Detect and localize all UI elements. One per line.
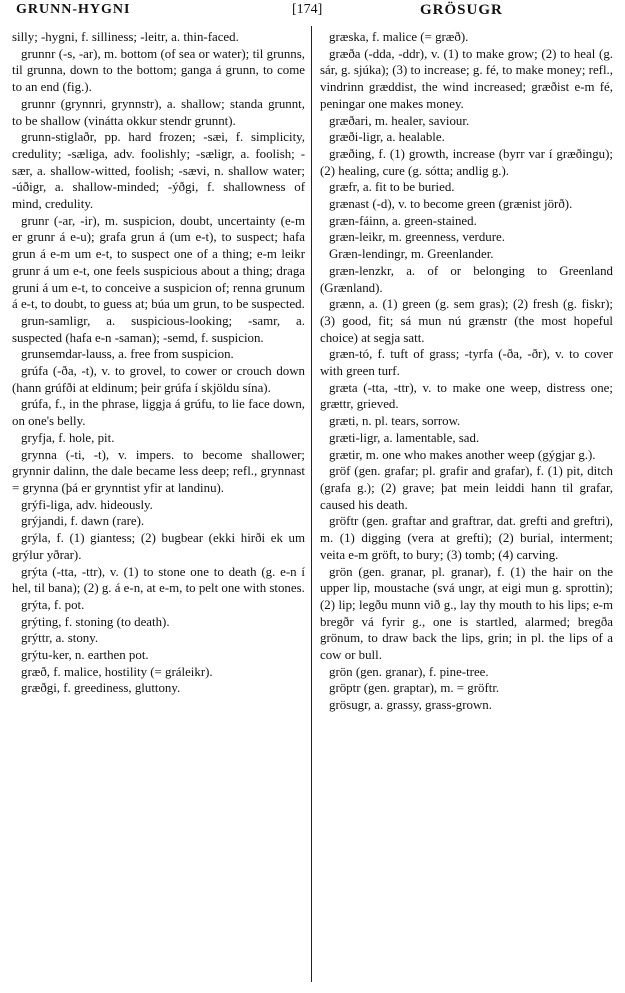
header-right-guide-word: GRÖSUGR [420, 2, 503, 18]
dictionary-entry: græta (-tta, -ttr), v. to make one weep, distress one; grættr, grieved. [320, 380, 613, 412]
dictionary-entry: grúfa (-ða, -t), v. to grovel, to cower or crouch down (hann grúfði at eldinum; þeir grúfa í skjöldu sína). [12, 364, 305, 395]
dictionary-entry: silly; -hygni, f. silliness; -leitr, a. thin-faced. [12, 30, 239, 44]
dictionary-entry: grúfa, f., in the phrase, liggja á grúfu, to lie face down, on one's belly. [12, 397, 305, 429]
left-column [12, 29, 305, 697]
dictionary-entry: græðgi, f. greediness, gluttony. [21, 681, 181, 696]
dictionary-entry: græti, n. pl. tears, sorrow. [329, 414, 461, 429]
dictionary-entry: grýta, f. pot. [21, 597, 85, 612]
dictionary-entry: grunnr (-s, -ar), m. bottom (of sea or water); til grunns, til grunna, down to the bottom; ganga á grunn, to come to an end (fig.). [12, 46, 305, 95]
dictionary-entry: græti-ligr, a. lamentable, sad. [329, 430, 480, 445]
dictionary-entry: grön (gen. granar), f. pine-tree. [329, 664, 489, 679]
dictionary-entry: grýttr, a. stony. [21, 631, 99, 646]
dictionary-entry: gröftr (gen. graftar and graftrar, dat. grefti and greftri), m. (1) digging (vera at grefti); (2) burial, interment; veita e-m gröft, to bury; (3) tomb; (4) carving. [320, 514, 613, 562]
page-header [0, 0, 625, 22]
dictionary-entry: grýla, f. (1) giantess; (2) bugbear (ekki hirði ek um grýlur yðrar). [12, 531, 305, 562]
dictionary-entry: grýtu-ker, n. earthen pot. [21, 648, 149, 663]
header-left-guide-word: GRUNN-HYGNI [16, 2, 131, 17]
dictionary-entry: grunn-stiglaðr, pp. hard frozen; -sæi, f. simplicity, credulity; -sæliga, adv. foolishly; -sæligr, a. foolish; -sær, a. shallow-witted, foolish; -sævi, n. shallow water; -úðigr, a. shallow-minded; -ýðgi, f. shallowness of mind, credulity. [12, 130, 305, 212]
dictionary-entry: grætir, m. one who makes another weep (gýgjar g.). [329, 447, 596, 462]
dictionary-entry: grænast (-d), v. to become green (grænist jörð). [329, 197, 573, 212]
dictionary-entry: grænn, a. (1) green (g. sem gras); (2) fresh (g. fiskr); (3) good, fit; sá mun nú grænstr (the most hopeful choice) at segja satt. [320, 297, 613, 345]
page-number: [174] [292, 2, 323, 17]
dictionary-entry: grön (gen. granar, pl. granar), f. (1) the hair on the upper lip, moustache (svá ungr, at eigi mun g. sprottin); (2) lip; legðu munn við g., lay thy mouth to his lips; e-m bregðr vá fyrir g., one is startled, alarmed; bregða grönum, to draw back the lips, grin; in pl. the lips of a cow or bull. [320, 564, 613, 663]
dictionary-entry: græn-leikr, m. greenness, verdure. [329, 230, 505, 245]
dictionary-entry: græð, f. malice, hostility (= gráleikr). [21, 664, 213, 679]
dictionary-entry: gröf (gen. grafar; pl. grafir and grafar), f. (1) pit, ditch (grafa g.); (2) grave; þat mein leiddi hann til grafar, caused his death. [320, 464, 613, 512]
dictionary-entry: grun-samligr, a. suspicious-looking; -samr, a. suspected (hafa e-n -saman); -semd, f. suspicion. [12, 313, 305, 345]
dictionary-entry: grýting, f. stoning (to death). [21, 614, 170, 629]
dictionary-entry: gryfja, f. hole, pit. [21, 430, 115, 445]
dictionary-entry: græn-fáinn, a. green-stained. [329, 213, 477, 228]
dictionary-entry: græn-lenzkr, a. of or belonging to Greenland (Grænland). [320, 263, 613, 295]
dictionary-entry: græn-tó, f. tuft of grass; -tyrfa (-ða, -ðr), v. to cover with green turf. [320, 347, 613, 379]
dictionary-entry: græðari, m. healer, saviour. [329, 113, 470, 128]
dictionary-entry: Græn-lendingr, m. Greenlander. [329, 247, 494, 262]
column-divider [311, 26, 312, 982]
dictionary-entry: gröptr (gen. graptar), m. = gröftr. [329, 681, 500, 696]
dictionary-entry: grösugr, a. grassy, grass-grown. [329, 698, 492, 713]
dictionary-entry: græfr, a. fit to be buried. [329, 180, 455, 195]
dictionary-entry: græða (-dda, -ddr), v. (1) to make grow; (2) to heal (g. sár, g. sjúka); (3) to increase; g. fé, to make money; refl., vindrinn græddist, the wind increased; græðist e-m fé, peningar one makes money. [320, 46, 613, 111]
dictionary-entry: græði-ligr, a. healable. [329, 130, 445, 145]
dictionary-entry: grýjandi, f. dawn (rare). [21, 514, 145, 529]
dictionary-entry: grunr (-ar, -ir), m. suspicion, doubt, uncertainty (e-m er grunr á e-u); grafa grun á (um e-t), to suspect; hafa grun á e-m um e-t, to suspect one of a thing; e-m leikr grunr á um e-t, one feels suspicious about a thing; draga gruni á um e-t, to conceive a suspicion of; renna grunum á e-t, to doubt, to guess at; búa um grun, to be suspected. [12, 213, 305, 312]
dictionary-entry: grunnr (grynnri, grynnstr), a. shallow; standa grunnt, to be shallow (vinátta okkur stendr grunnt). [12, 96, 305, 128]
dictionary-entry: græska, f. malice (= græð). [329, 30, 469, 44]
dictionary-entry: grýfi-liga, adv. hideously. [21, 497, 153, 512]
dictionary-entry: grýta (-tta, -ttr), v. (1) to stone one to death (g. e-n í hel, til bana); (2) g. á e-n, at e-m, to pelt one with stones. [12, 564, 305, 596]
dictionary-entry: grunsemdar-lauss, a. free from suspicion. [21, 347, 234, 362]
dictionary-entry: græðing, f. (1) growth, increase (byrr var í græðingu); (2) healing, cure (g. sótta; andlig g.). [320, 146, 613, 178]
dictionary-entry: grynna (-ti, -t), v. impers. to become shallower; grynnir dalinn, the dale became less deep; refl., grynnast = grynna (þá er grynntist yfir at landinu). [12, 447, 305, 495]
right-column [320, 29, 613, 714]
